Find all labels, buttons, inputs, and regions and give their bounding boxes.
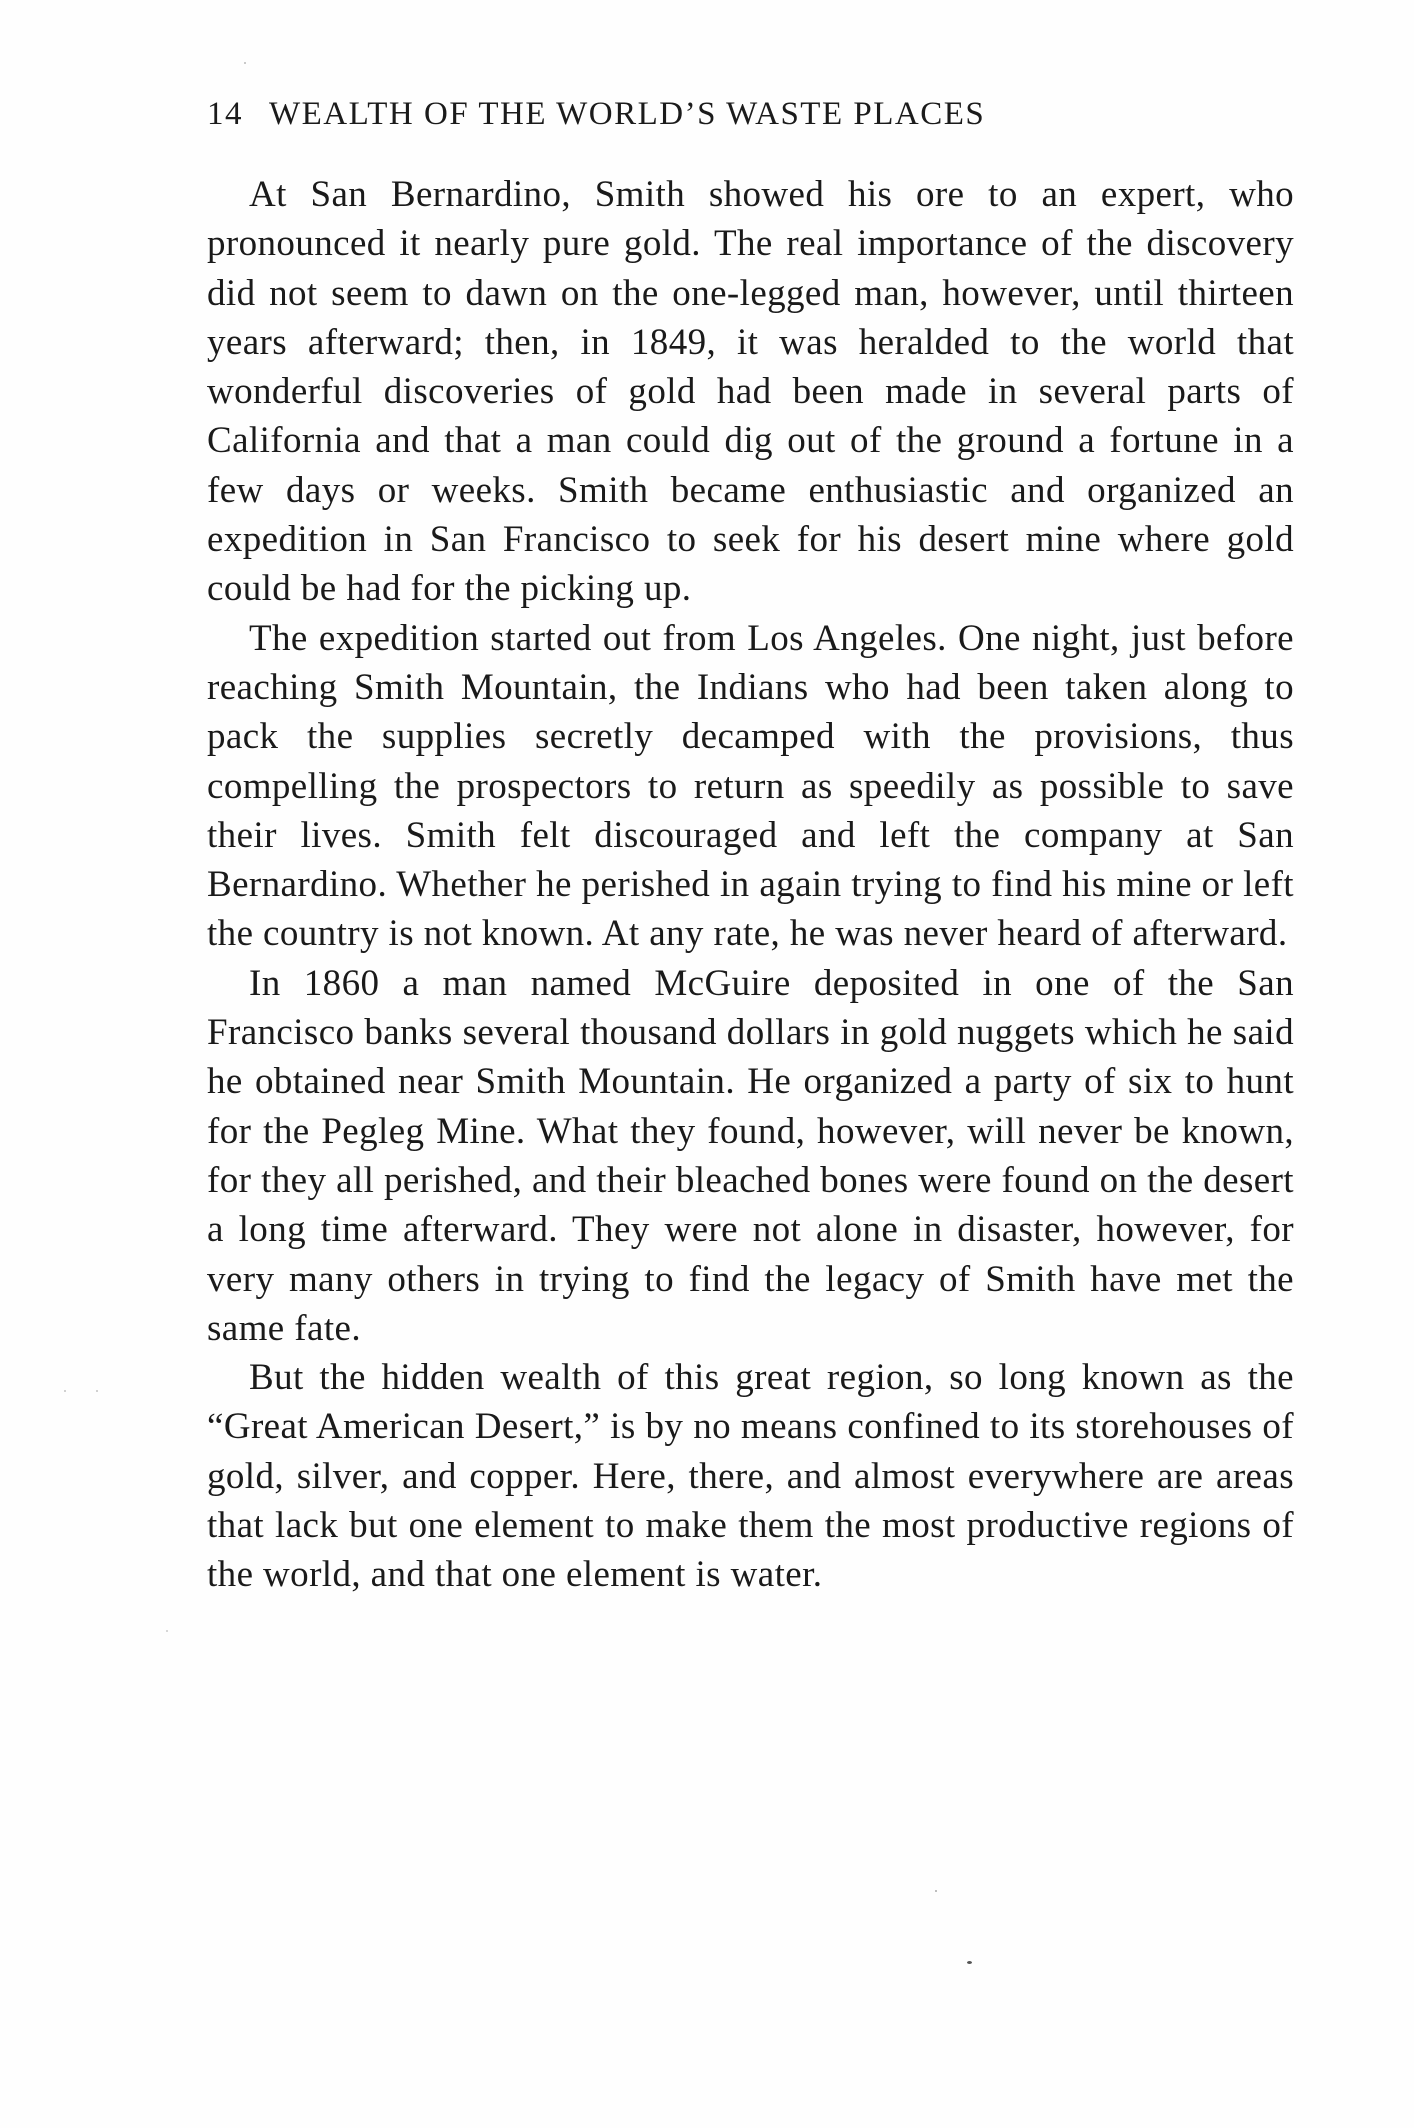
- running-head-title: WEALTH OF THE WORLD’S WASTE PLACES: [269, 96, 986, 132]
- scan-speck: [96, 1390, 98, 1392]
- paragraph-1: At San Bernardino, Smith showed his ore to an expert, who pronounced it nearly pure gold. The real importance of the discovery did not seem to dawn on the one-legged man, however, until thirteen years afterward; then, in 1849, it was heralded to the world that wonderful discoveries of gold had been made in several parts of California and that a man could dig out of the ground a fortune in a few days or weeks. Smith became enthusiastic and organized an expedition in San Francisco to seek for his desert mine where gold could be had for the picking up.: [207, 174, 1294, 610]
- scan-speck: [166, 1630, 168, 1632]
- paragraph-2: The expedition started out from Los Angeles. One night, just before reaching Smith Mountain, the Indians who had been taken along to pack the supplies secretly decamped with the provisions, thus compelling the prospectors to return as speedily as possible to save their lives. Smith felt discouraged and left the company at San Bernardino. Whether he perished in again trying to find his mine or left the country is not known. At any rate, he was never heard of afterward.: [207, 617, 1294, 955]
- scan-speck: [1091, 1520, 1093, 1522]
- scan-speck: [64, 1390, 66, 1392]
- page-number: 14: [207, 96, 243, 132]
- paragraph-4: But the hidden wealth of this great region, so long known as the “Great American Desert,” is by no means confined to its storehouses of gold, silver, and copper. Here, there, and almost everywhere are areas that lack but one element to make them the most productive regions of the world, and that one element is water.: [207, 1357, 1294, 1596]
- scan-speck: [935, 1890, 937, 1892]
- running-header: [207, 96, 1207, 133]
- paragraph-3: In 1860 a man named McGuire deposited in one of the San Francisco banks several thousand dollars in gold nuggets which he said he obtained near Smith Mountain. He organized a party of six to hunt for the Pegleg Mine. What they found, however, will never be known, for they all perished, and their bleached bones were found on the desert a long time afterward. They were not alone in disaster, however, for very many others in trying to find the legacy of Smith have met the same fate.: [207, 962, 1294, 1349]
- scan-speck: [244, 62, 246, 64]
- scan-speck: [967, 1961, 972, 1964]
- body-text: [207, 170, 1294, 1600]
